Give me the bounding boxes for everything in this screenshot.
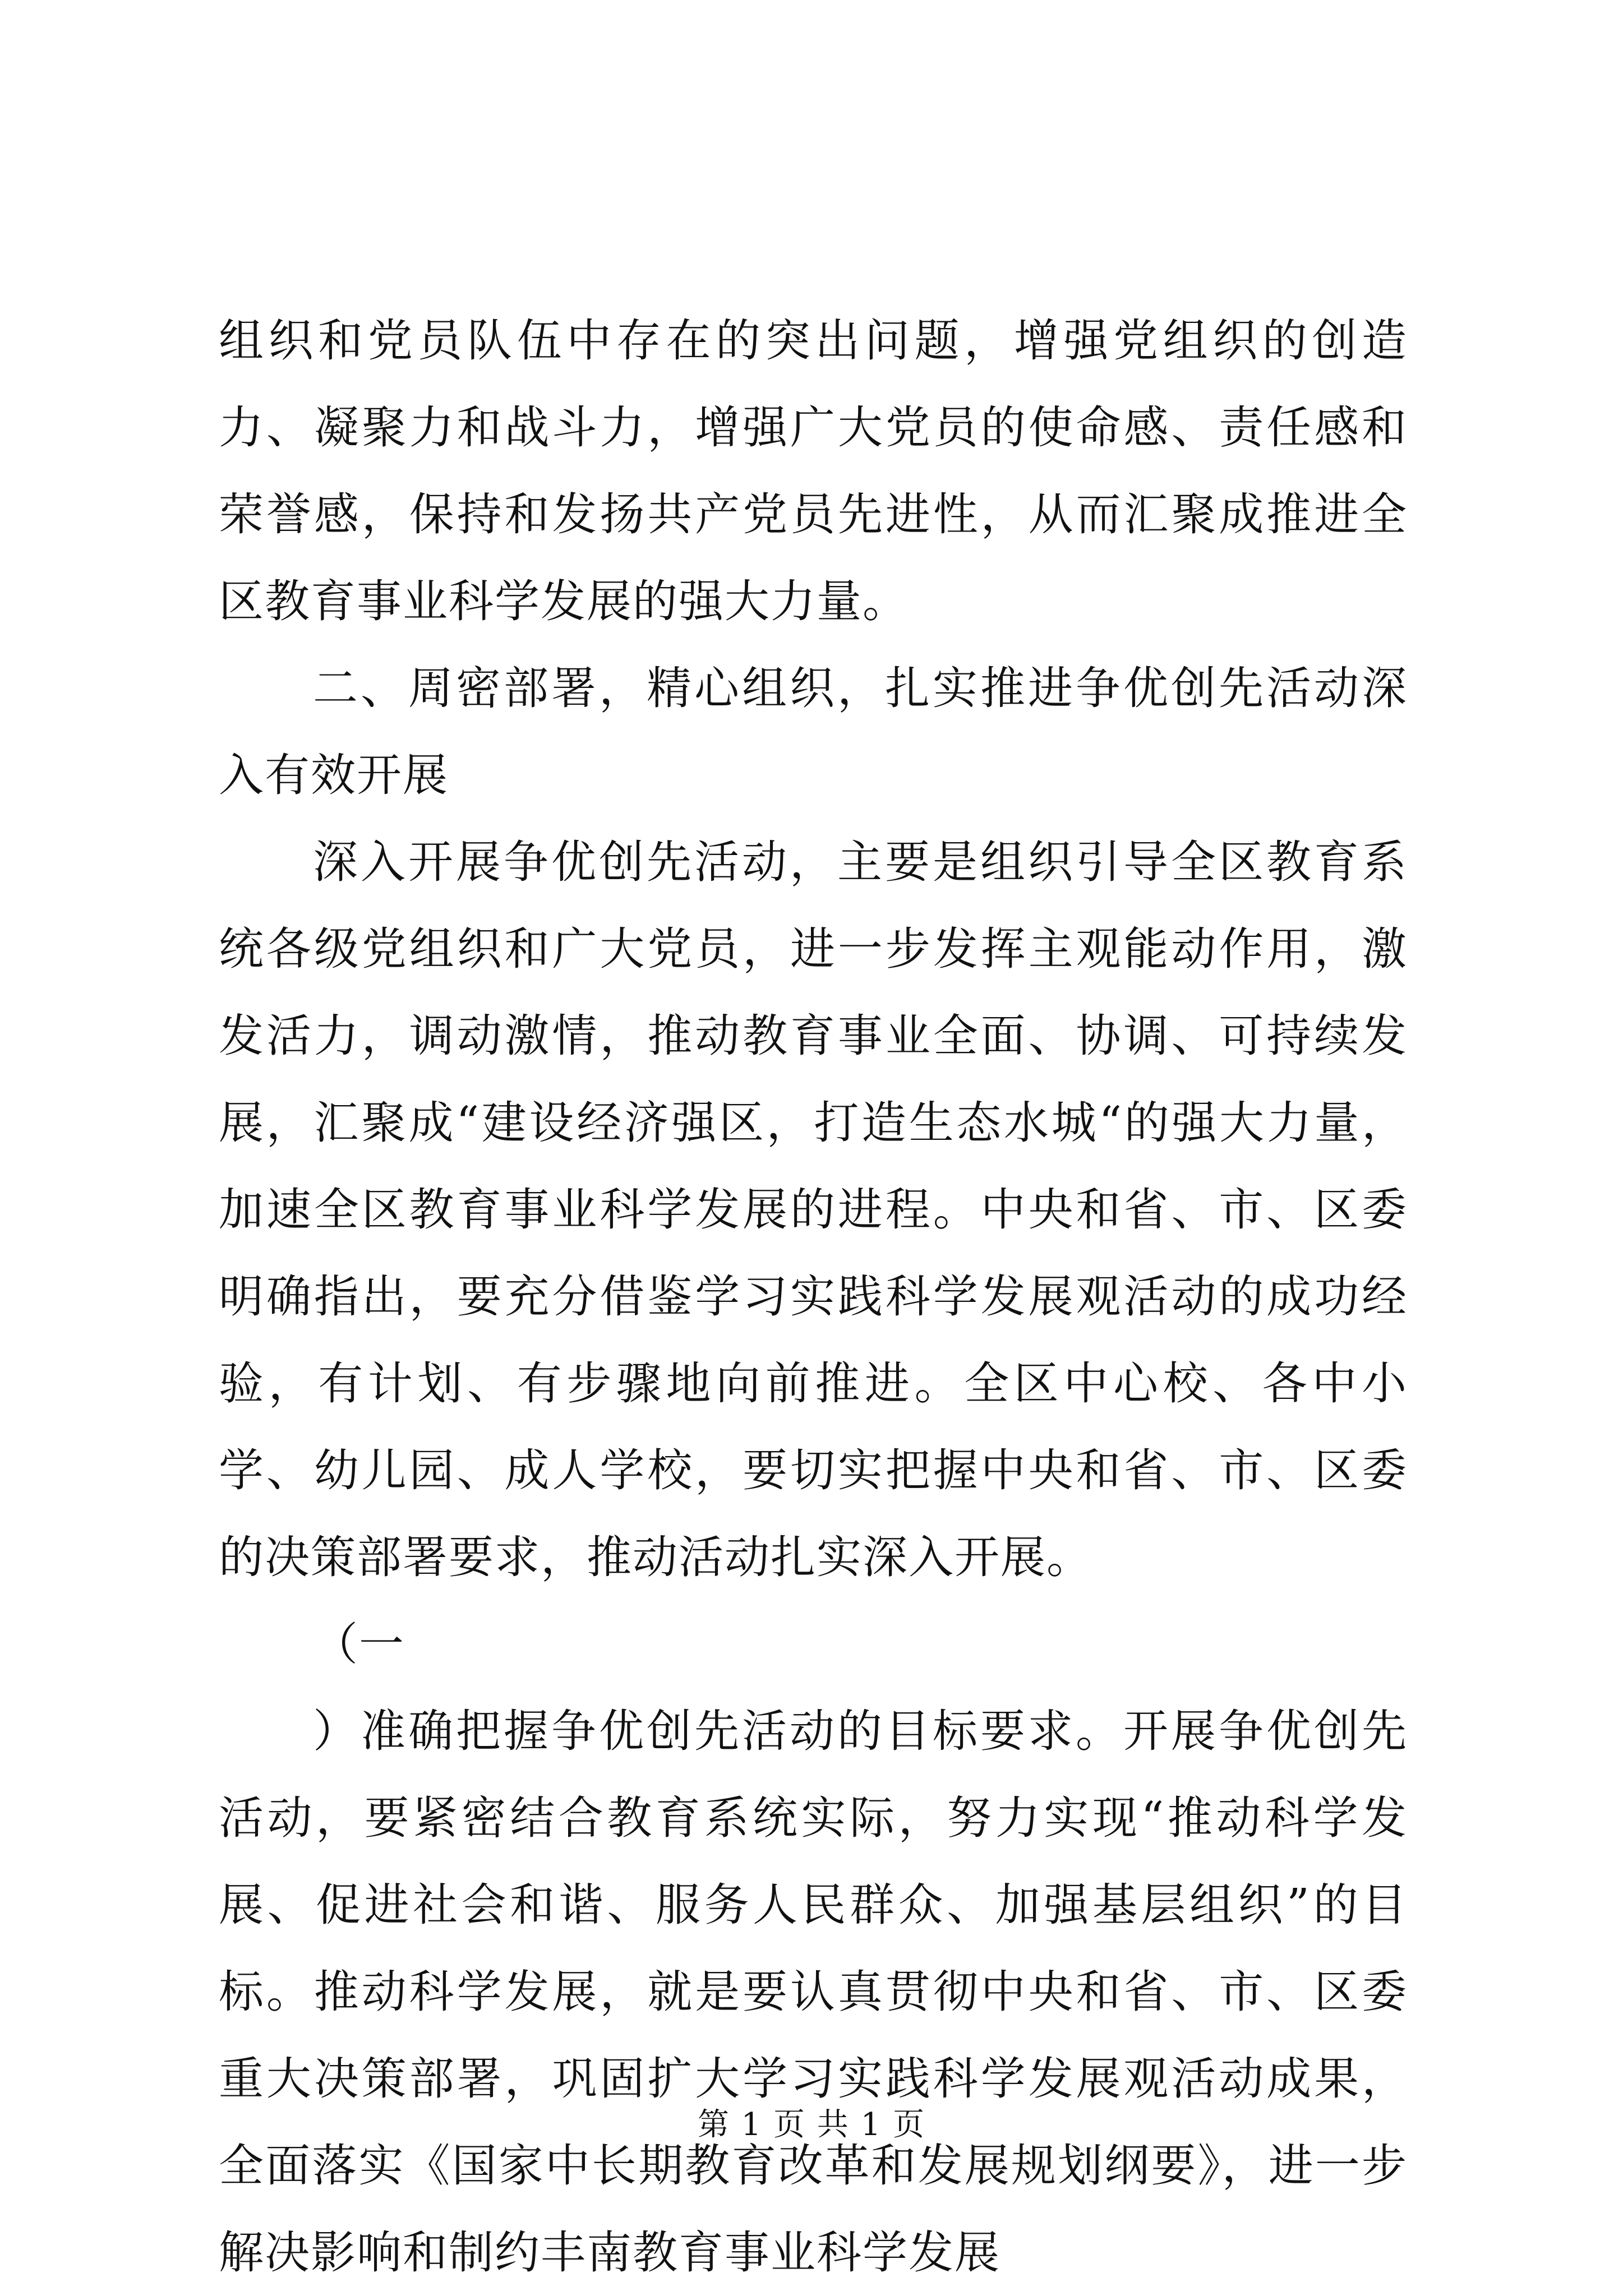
paragraph-1: 组织和党员队伍中存在的突出问题，增强党组织的创造力、凝聚力和战斗力，增强广大党员的使命感、责任感和荣誉感，保持和发扬共产党员先进性，从而汇聚成推进全区教育事业科学发展的强大力量。	[219, 315, 1408, 627]
section-heading-2: 二、周密部署，精心组织，扎实推进争优创先活动深入有效开展	[219, 662, 1408, 801]
page-footer: 第 1 页 共 1 页	[697, 2106, 926, 2143]
subsection-marker: （一	[313, 1618, 405, 1670]
document-body	[219, 297, 1408, 2296]
paragraph-5: ）准确把握争优创先活动的目标要求。开展争优创先活动，要紧密结合教育系统实际，努力实现“推动科学发展、促进社会和谐、服务人民群众、加强基层组织”的目标。推动科学发展，就是要认真贯彻中央和省、市、区委重大决策部署，巩固扩大学习实践科学发展观活动成果，全面落实《国家中长期教育改革和发展规划纲要》，进一步解决影响和制约丰南教育事业科学发展	[219, 1705, 1408, 2279]
paragraph-3: 深入开展争优创先活动，主要是组织引导全区教育系统各级党组织和广大党员，进一步发挥主观能动作用，激发活力，调动激情，推动教育事业全面、协调、可持续发展，汇聚成“建设经济强区，打造生态水城“的强大力量，加速全区教育事业科学发展的进程。中央和省、市、区委明确指出，要充分借鉴学习实践科学发展观活动的成功经验，有计划、有步骤地向前推进。全区中心校、各中小学、幼儿园、成人学校，要切实把握中央和省、市、区委的决策部署要求，推动活动扎实深入开展。	[219, 836, 1408, 1583]
